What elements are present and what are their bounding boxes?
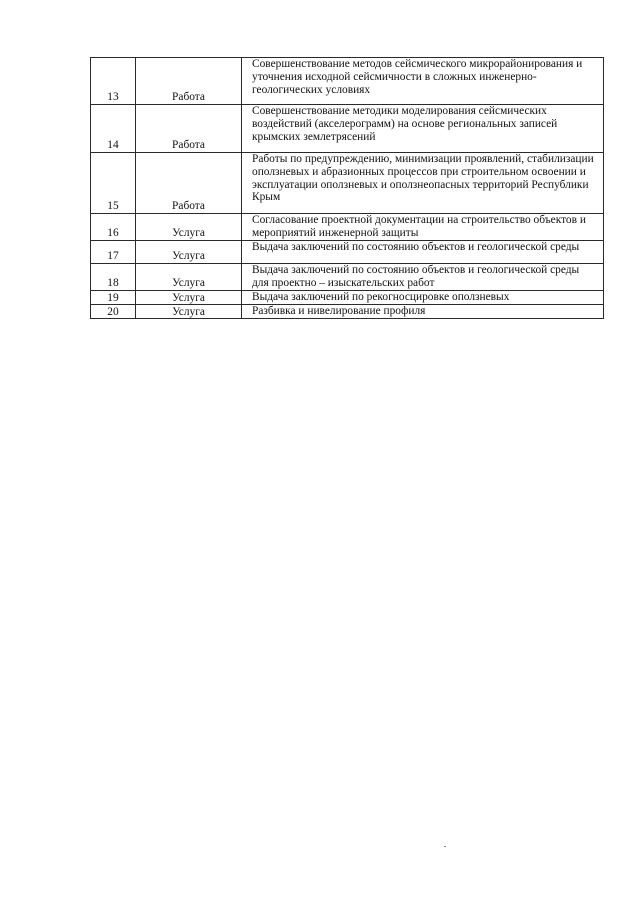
row-number: 14: [91, 105, 136, 153]
scan-speck: [444, 846, 446, 847]
row-type: Услуга: [136, 241, 242, 264]
table-row: [91, 214, 604, 241]
row-description: Выдача заключений по состоянию объектов и геологической среды: [242, 241, 604, 264]
row-description: Работы по предупреждению, минимизации проявлений, стабилизации оползневых и абразионных процессов при строительном освоении и эксплуатации оползневых и оползнеопасных территорий Республики Крым: [242, 153, 604, 214]
row-number: 18: [91, 264, 136, 291]
table-row: [91, 153, 604, 214]
row-type: Работа: [136, 153, 242, 214]
row-type: Услуга: [136, 264, 242, 291]
row-description: Совершенствование методики моделирования сейсмических воздействий (акселерограмм) на основе региональных записей крымских землетрясений: [242, 105, 604, 153]
table-row: [91, 241, 604, 264]
table-row: [91, 304, 604, 318]
row-type: Услуга: [136, 304, 242, 318]
row-number: 15: [91, 153, 136, 214]
row-description: Совершенствование методов сейсмического микрорайонирования и уточнения исходной сейсмичности в сложных инженерно-геологических условиях: [242, 58, 604, 105]
row-number: 20: [91, 304, 136, 318]
row-number: 13: [91, 58, 136, 105]
table-row: [91, 290, 604, 304]
table-row: [91, 105, 604, 153]
table-row: [91, 264, 604, 291]
row-description: Разбивка и нивелирование профиля: [242, 304, 604, 318]
row-description: Выдача заключений по состоянию объектов и геологической среды для проектно – изыскательских работ: [242, 264, 604, 291]
row-number: 17: [91, 241, 136, 264]
row-type: Работа: [136, 58, 242, 105]
row-number: 16: [91, 214, 136, 241]
row-description: Выдача заключений по рекогносцировке оползневых: [242, 290, 604, 304]
services-table: [90, 57, 604, 319]
row-type: Работа: [136, 105, 242, 153]
row-type: Услуга: [136, 290, 242, 304]
row-number: 19: [91, 290, 136, 304]
row-description: Согласование проектной документации на строительство объектов и мероприятий инженерной защиты: [242, 214, 604, 241]
row-type: Услуга: [136, 214, 242, 241]
table-row: [91, 58, 604, 105]
